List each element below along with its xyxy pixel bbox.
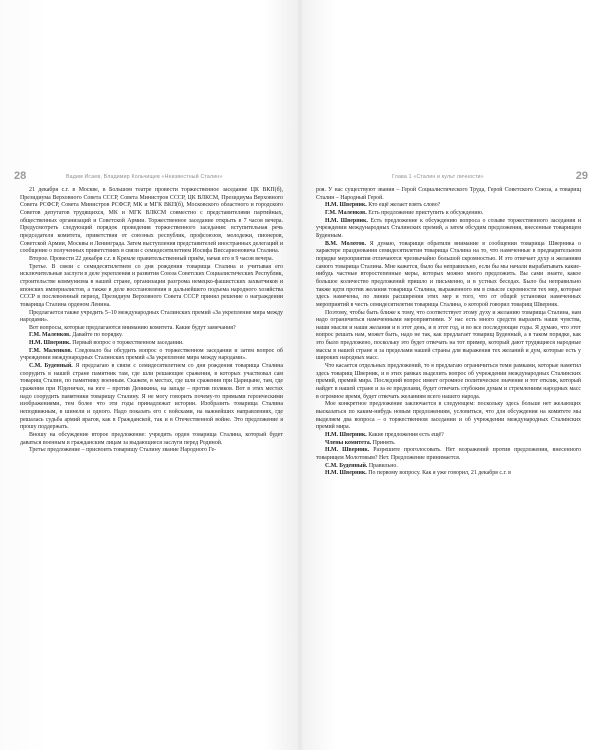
dialogue-line xyxy=(316,202,581,210)
paragraph: роя. У нас существуют звания – Герой Социалистического Труда, Герой Советского Союза, а товарищ Сталин – Народный Герой. xyxy=(316,187,581,201)
speaker-name: Н.М. Шверник. xyxy=(325,432,367,438)
dialogue-line xyxy=(316,210,581,218)
dialogue-line xyxy=(20,363,283,432)
speaker-name: Члены комитета. xyxy=(325,439,372,446)
right-running-head: Глава 1 «Сталин и культ личности» xyxy=(392,174,484,180)
right-page xyxy=(300,0,600,750)
dialogue-line xyxy=(316,432,581,440)
paragraph: Мое конкретное предложение заключается в следующем: поскольку здесь больше нет желающих высказаться по каким-нибудь новым предложениям, условиться, что для обсуждения на комитете мы выделяем два вопроса – о торжественном заседании и об учреждении международных Сталинских премий мира. xyxy=(316,401,581,431)
speaker-name: Г.М. Маленков. xyxy=(29,347,72,354)
speech: Давайте по порядку. xyxy=(72,332,123,339)
dialogue-line xyxy=(20,332,283,340)
speech: Есть предложение к обсуждению вопроса о созыве торжественного заседания и учреждении международных Сталинских премий, а затем обсудим предложения, внесенные товарищем Буденным. xyxy=(316,217,581,239)
speaker-name: Н.М. Шверник. xyxy=(325,202,367,209)
speech: Я предлагаю в связи с семидесятилетием со дня рождения товарища Сталина соорудить в нашей стране памятник там, где шли решающие сражения, в которых участвовал сам товарищ Сталин, по памятнику военным. Скажем, в местах, где шли сражения при Царицыне, там, где сражения при Юденичах, на юге – против Деникина, на западе – против поляков. Вот в этих местах надо соорудить памятники товарищу Сталину. Я не могу говорить почему-то прямыми героическими изображениями, тем более что эти годы принадлежат истории. Изобразить товарища Сталина неподвижным, в шинели и одного. Надо показать его с войсками, на важнейших направлениях, где решалась судьба армий врагов, как в Гражданской, так и в Отечественной войне. Это предложение я прошу поддержать. xyxy=(20,363,283,431)
paragraph: Вношу на обсуждение второе предложение: учредить орден товарища Сталина, который будет даваться военным и гражданским лицам за выдающиеся заслуги перед Родиной. xyxy=(20,432,283,446)
dialogue-line xyxy=(20,348,283,363)
speech: Правильно. xyxy=(368,462,398,469)
speaker-name: С.М. Буденный. xyxy=(29,363,73,370)
speech: Какие предложения есть ещё? xyxy=(368,432,444,438)
paragraph: Поэтому, чтобы быть ближе к тому, что соответствует этому духу и желанию товарища Сталина, нам надо ограничиться намеченными мероприятиями. У нас есть много средств выразить наши чувства, наши мысли и наши желания и в этот день, и в этот год, и во все последующие годы. Я думаю, что этот вопрос решать нам, может быть, надо не так, как предлагает товарищ Буденный, а в таком порядке, как это было предложено, поскольку это будет отвечать на тот пример, который дают трудящиеся народные массы в нашей стране и за пределами нашей страны для выражения тех желаний и дум, которые есть у широких народных масс. xyxy=(316,309,581,362)
speaker-name: Н.М. Шверник. xyxy=(325,447,370,454)
paragraph: Третье предложение – присвоить товарищу Сталину звание Народного Ге- xyxy=(29,447,217,454)
paragraph: Третье. В связи с семидесятилетием со дня рождения товарища Сталина и учитывая его исключительные заслуги в деле укрепления и развития Союза Советских Социалистических Республик, строительстве коммунизма в нашей стране, организации разгрома немецко-фашистских захватчиков и японских империалистов, а также в деле восстановления и дальнейшего подъема народного хозяйства СССР в послевоенный период, Президиум Верховного Совета СССР принял решение о награждении товарища Сталина орденом Ленина. xyxy=(20,263,283,308)
dialogue-line xyxy=(316,218,581,241)
speech: Следовало бы обсудить вопрос о торжественном заседании и затем вопрос об учреждении международных Сталинских премий «За укрепление мира между народами». xyxy=(20,347,284,362)
speaker-name: В.М. Молотов. xyxy=(325,240,366,247)
speaker-name: Н.М. Шверник. xyxy=(325,217,368,224)
dialogue-line xyxy=(316,447,581,462)
speech: Есть предложение приступить к обсуждению. xyxy=(368,209,484,216)
right-page-number: 29 xyxy=(575,170,588,182)
paragraph: Второе. Провести 22 декабря с.г. в Кремле правительственный приём, начав его в 9 часов вечера. xyxy=(29,255,274,262)
speech: Кто ещё желает взять слово? xyxy=(368,202,441,209)
speech: Принять. xyxy=(372,439,396,446)
paragraph: Что касается отдельных предложений, то я предлагаю ограничиться теми рамками, которые наметил здесь товарищ Шверник, и в этих рамках выделить вопрос об учреждении международных Сталинских премий, премий мира. Последний вопрос имеет огромное политическое значение и тот отклик, который найдет в нашей стране и за ее пределами, будет отвечать глубоким думам и стремлениям народных масс в огромное время, будет отвечать желаниям всего нашего народа. xyxy=(316,363,581,400)
paragraph: Предлагается также учредить 5–10 международных Сталинских премий «За укрепление мира между народами». xyxy=(20,309,283,324)
speech: Я думаю, товарищи обратили внимание в сообщении товарища Шверника о характере празднования семидесятилетия товарища Сталина на то, что намеченные в предварительном порядке мероприятия отличаются чрезвычайно большой скромностью. И это отвечает духу и желаниям самого товарища Сталина. Мне кажется, было бы неправильно, если бы мы начали вырабатывать какие-нибудь частные второстепенные меры, которых можно много предложить. Вы сами знаете, какое большое количество предложений пришло и письменно, и в устных беседах. Было бы неправильно также идти против желания товарища Сталина, выраженного им в смысле скромности тех мер, которые здесь намечены, по линии расширения этих мер и того, что от общей установки намеченных мероприятий в честь семидесятилетия товарища Сталина, о которой говорил товарищ Шверник. xyxy=(316,240,581,308)
speaker-name: Н.М. Шверник. xyxy=(29,340,71,347)
speaker-name: Г.М. Маленков. xyxy=(29,332,71,339)
left-page-text xyxy=(20,187,283,455)
speaker-name: С.М. Буденный. xyxy=(325,462,368,469)
paragraph: Вот вопросы, которые предлагаются вниманию комитета. Какие будут замечания? xyxy=(29,324,236,331)
speaker-name: Н.М. Шверник. xyxy=(325,470,367,477)
dialogue-line xyxy=(316,470,581,478)
left-page-number: 28 xyxy=(14,170,27,182)
speech: Первый вопрос о торжественном заседании. xyxy=(72,340,184,347)
right-page-text xyxy=(316,187,581,478)
speaker-name: Г.М. Маленков. xyxy=(325,209,367,216)
paragraph: 21 декабря с.г. в Москве, в Большом театре провести торжественное заседание ЦК ВКП(б), Президиума Верховного Совета СССР, Совета Министров СССР, ЦК ВЛКСМ, Президиума Верховного Совета РСФСР, Совета Министров РСФСР, МК и МГК ВКП(б), Московского областного и городского Советов депутатов трудящихся, МК и МГК ВЛКСМ совместно с представителями партийных, общественных организаций и Советской Армии. Торжественное заседание открыть в 7 часов вечера. Предусмотреть следующий порядок проведения торжественного заседания: вступительная речь председателя комитета, приветствия от союзных республик, профсоюзов, молодежи, пионеров, Советской Армии, Москвы и Ленинграда. Затем выступления представителей иностранных делегаций и сообщение о полученных приветствиях в связи с семидесятилетием Иосифа Виссарионовича Сталина. xyxy=(20,187,283,255)
left-running-head: Вадим Исаев, Владимир Кольчищев «Неизвестный Сталин» xyxy=(66,174,223,180)
speech: По первому вопросу. Как я уже говорил, 21 декабря с.г. в xyxy=(368,470,511,477)
speech: Разрешите проголосовать. Нет возражений против предложения, внесенного товарищем Молотовым? Нет. Предложение принимается. xyxy=(316,447,582,461)
dialogue-line xyxy=(20,340,283,348)
dialogue-line xyxy=(316,241,581,310)
